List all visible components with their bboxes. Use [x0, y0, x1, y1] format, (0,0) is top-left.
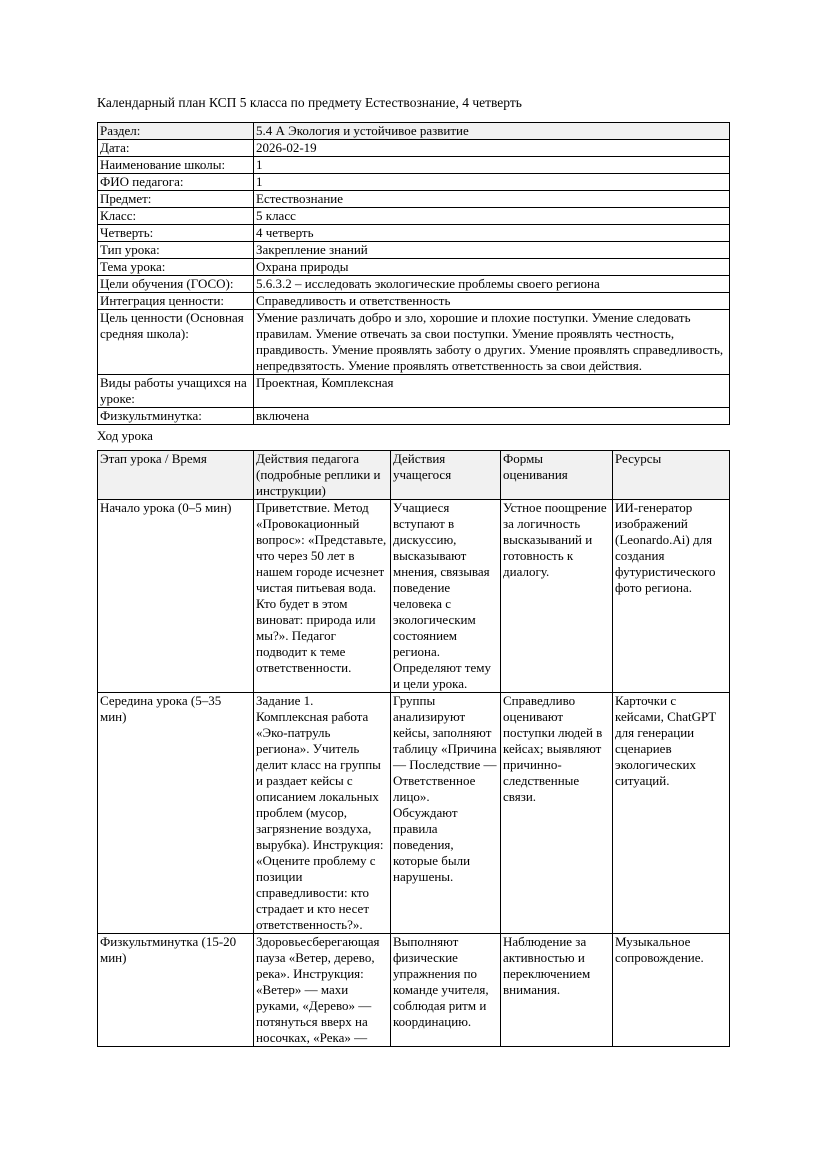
info-row-learning-goals: [98, 276, 730, 293]
info-row-quarter: [98, 225, 730, 242]
info-row-values-integration: [98, 293, 730, 310]
student-actions-cell: Группы анализируют кейсы, заполняют таблицу «Причина — Последствие — Ответственное лицо». Обсуждают правила поведения, которые были нарушены.: [391, 693, 501, 934]
lesson-row-middle: [98, 693, 730, 934]
resources-cell: Карточки с кейсами, ChatGPT для генерации сценариев экологических ситуаций.: [613, 693, 730, 934]
info-value-cell: 5.6.3.2 – исследовать экологические проблемы своего региона: [254, 276, 730, 293]
info-row-date: [98, 140, 730, 157]
info-label-cell: Предмет:: [98, 191, 254, 208]
resources-cell: Музыкальное сопровождение.: [613, 934, 730, 1047]
info-value-cell: 5 класс: [254, 208, 730, 225]
info-label-cell: Интеграция ценности:: [98, 293, 254, 310]
info-label-cell: Цель ценности (Основная средняя школа):: [98, 310, 254, 375]
info-label-cell: Раздел:: [98, 123, 254, 140]
stage-cell: Начало урока (0–5 мин): [98, 500, 254, 693]
info-row-physical-break: [98, 408, 730, 425]
header-resources-cell: Ресурсы: [613, 451, 730, 500]
info-label-cell: ФИО педагога:: [98, 174, 254, 191]
teacher-actions-cell: Здоровьесберегающая пауза «Ветер, дерево, река». Инструкция: «Ветер» — махи руками, «Дерево» — потянуться вверх на носочках, «Река» —: [254, 934, 391, 1047]
info-value-cell: Естествознание: [254, 191, 730, 208]
info-value-cell: 2026-02-19: [254, 140, 730, 157]
info-value-cell: Охрана природы: [254, 259, 730, 276]
info-value-cell: Справедливость и ответственность: [254, 293, 730, 310]
info-row-teacher-name: [98, 174, 730, 191]
info-label-cell: Дата:: [98, 140, 254, 157]
info-value-cell: 1: [254, 157, 730, 174]
teacher-actions-cell: Приветствие. Метод «Провокационный вопрос»: «Представьте, что через 50 лет в нашем городе исчезнет чистая питьевая вода. Кто будет в этом виноват: природа или мы?». Педагог подводит к теме ответственности.: [254, 500, 391, 693]
info-row-subject: [98, 191, 730, 208]
info-row-lesson-type: [98, 242, 730, 259]
info-label-cell: Цели обучения (ГОСО):: [98, 276, 254, 293]
info-row-lesson-topic: [98, 259, 730, 276]
stage-cell: Середина урока (5–35 мин): [98, 693, 254, 934]
student-actions-cell: Учащиеся вступают в дискуссию, высказывают мнения, связывая поведение человека с экологическим состоянием региона. Определяют тему и цели урока.: [391, 500, 501, 693]
lesson-row-start: [98, 500, 730, 693]
stage-cell: Физкультминутка (15-20 мин): [98, 934, 254, 1047]
resources-cell: ИИ-генератор изображений (Leonardo.Ai) для создания футуристического фото региона.: [613, 500, 730, 693]
lesson-flow-table: [97, 450, 730, 1047]
info-value-cell: Умение различать добро и зло, хорошие и плохие поступки. Умение следовать правилам. Умение отвечать за свои поступки. Умение проявлять честность, правдивость. Умение проявлять заботу о других. Умение проявлять справедливость, непредвзятость. Умение проявлять ответственность за свои действия.: [254, 310, 730, 375]
lesson-row-physical-break: [98, 934, 730, 1047]
info-label-cell: Четверть:: [98, 225, 254, 242]
info-value-cell: 1: [254, 174, 730, 191]
info-value-cell: 5.4 А Экология и устойчивое развитие: [254, 123, 730, 140]
info-row-school: [98, 157, 730, 174]
lesson-header-row: [98, 451, 730, 500]
info-value-cell: Закрепление знаний: [254, 242, 730, 259]
info-label-cell: Физкультминутка:: [98, 408, 254, 425]
assessment-cell: Справедливо оценивают поступки людей в кейсах; выявляют причинно-следственные связи.: [501, 693, 613, 934]
info-label-cell: Тип урока:: [98, 242, 254, 259]
teacher-actions-cell: Задание 1. Комплексная работа «Эко-патруль региона». Учитель делит класс на группы и раздает кейсы с описанием локальных проблем (мусор, загрязнение воздуха, вырубка). Инструкция: «Оцените проблему с позиции справедливости: кто страдает и кто несет ответственность?».: [254, 693, 391, 934]
lesson-info-table: [97, 122, 730, 425]
info-value-cell: включена: [254, 408, 730, 425]
info-value-cell: Проектная, Комплексная: [254, 375, 730, 408]
info-row-class: [98, 208, 730, 225]
info-label-cell: Наименование школы:: [98, 157, 254, 174]
info-row-razdel: [98, 123, 730, 140]
student-actions-cell: Выполняют физические упражнения по команде учителя, соблюдая ритм и координацию.: [391, 934, 501, 1047]
info-label-cell: Класс:: [98, 208, 254, 225]
info-value-cell: 4 четверть: [254, 225, 730, 242]
info-row-value-goal: [98, 310, 730, 375]
header-assessment-cell: Формы оценивания: [501, 451, 613, 500]
document-title: Календарный план КСП 5 класса по предмету Естествознание, 4 четверть: [97, 95, 522, 110]
info-label-cell: Тема урока:: [98, 259, 254, 276]
header-teacher-actions-cell: Действия педагога (подробные реплики и инструкции): [254, 451, 391, 500]
lesson-flow-section-label: Ход урока: [97, 428, 153, 443]
header-student-actions-cell: Действия учащегося: [391, 451, 501, 500]
info-label-cell: Виды работы учащихся на уроке:: [98, 375, 254, 408]
assessment-cell: Устное поощрение за логичность высказываний и готовность к диалогу.: [501, 500, 613, 693]
assessment-cell: Наблюдение за активностью и переключением внимания.: [501, 934, 613, 1047]
header-stage-cell: Этап урока / Время: [98, 451, 254, 500]
info-row-work-types: [98, 375, 730, 408]
